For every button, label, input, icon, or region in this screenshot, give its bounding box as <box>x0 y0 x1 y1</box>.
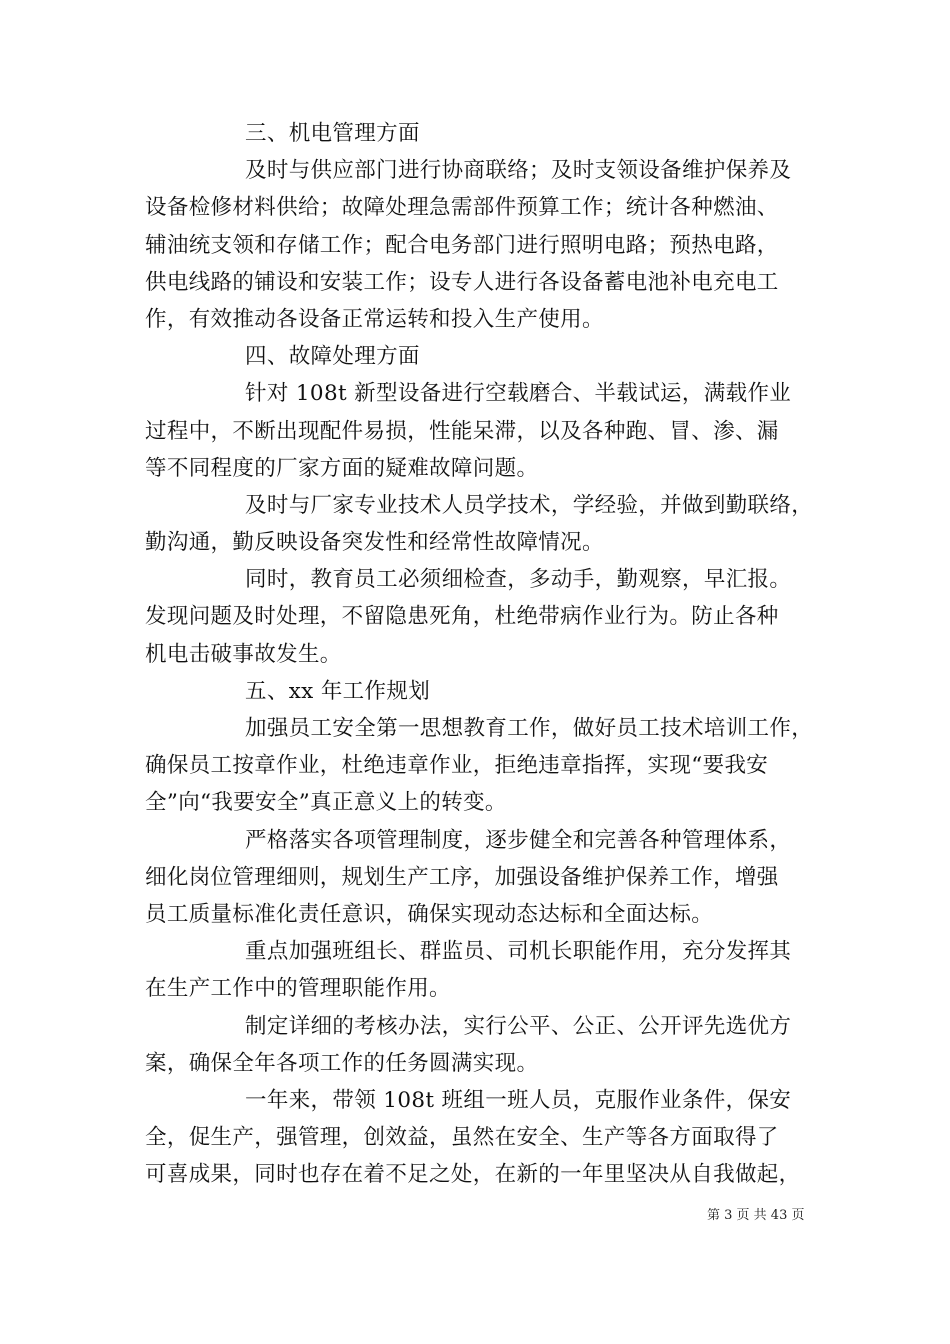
paragraph-line: 等不同程度的厂家方面的疑难故障问题。 <box>145 455 539 481</box>
paragraph-line: 及时与供应部门进行协商联络；及时支领设备维护保养及 <box>245 158 792 184</box>
paragraph-line: 严格落实各项管理制度，逐步健全和完善各种管理体系， <box>245 827 792 853</box>
paragraph-line: 机电击破事故发生。 <box>145 641 342 667</box>
paragraph-line: 一年来，带领 108t 班组一班人员，克服作业条件，保安 <box>245 1087 792 1113</box>
paragraph-line: 细化岗位管理细则，规划生产工序，加强设备维护保养工作，增强 <box>145 864 779 890</box>
paragraph-line: 案，确保全年各项工作的任务圆满实现。 <box>145 1050 539 1076</box>
paragraph-line: 全，促生产，强管理，创效益，虽然在安全、生产等各方面取得了 <box>145 1125 779 1151</box>
section-heading: 四、故障处理方面 <box>245 344 420 370</box>
paragraph-line: 发现问题及时处理，不留隐患死角，杜绝带病作业行为。防止各种 <box>145 604 779 630</box>
section-heading: 五、xx 年工作规划 <box>245 678 431 704</box>
paragraph-line: 同时，教育员工必须细检查，多动手，勤观察，早汇报。 <box>245 567 792 593</box>
paragraph-line: 在生产工作中的管理职能作用。 <box>145 976 451 1002</box>
paragraph-line: 加强员工安全第一思想教育工作，做好员工技术培训工作， <box>245 716 814 741</box>
paragraph-line: 供电线路的铺设和安装工作；设专人进行各设备蓄电池补电充电工 <box>145 269 779 295</box>
paragraph-line: 员工质量标准化责任意识，确保实现动态达标和全面达标。 <box>145 901 714 927</box>
document-body <box>145 115 825 1193</box>
section-heading: 三、机电管理方面 <box>245 121 420 146</box>
page-number: 第 3 页 共 43 页 <box>707 1208 805 1223</box>
paragraph-line: 制定详细的考核办法，实行公平、公正、公开评先选优方 <box>245 1013 792 1039</box>
paragraph-line: 设备检修材料供给；故障处理急需部件预算工作；统计各种燃油、 <box>145 195 779 221</box>
paragraph-line: 及时与厂家专业技术人员学技术，学经验，并做到勤联络， <box>245 492 814 518</box>
paragraph-line: 确保员工按章作业，杜绝违章作业，拒绝违章指挥，实现“要我安 <box>145 753 769 779</box>
paragraph-line: 针对 108t 新型设备进行空载磨合、半载试运，满载作业 <box>245 381 792 407</box>
paragraph-line: 辅油统支领和存储工作；配合电务部门进行照明电路；预热电路， <box>145 232 779 258</box>
paragraph-line: 全”向“我要安全”真正意义上的转变。 <box>145 790 507 816</box>
paragraph-line: 作，有效推动各设备正常运转和投入生产使用。 <box>145 306 604 332</box>
paragraph-line: 重点加强班组长、群监员、司机长职能作用，充分发挥其 <box>245 939 792 965</box>
paragraph-line: 可喜成果，同时也存在着不足之处，在新的一年里坚决从自我做起， <box>145 1162 801 1188</box>
paragraph-line: 勤沟通，勤反映设备突发性和经常性故障情况。 <box>145 530 604 556</box>
paragraph-line: 过程中，不断出现配件易损，性能呆滞，以及各种跑、冒、渗、漏 <box>145 418 779 444</box>
